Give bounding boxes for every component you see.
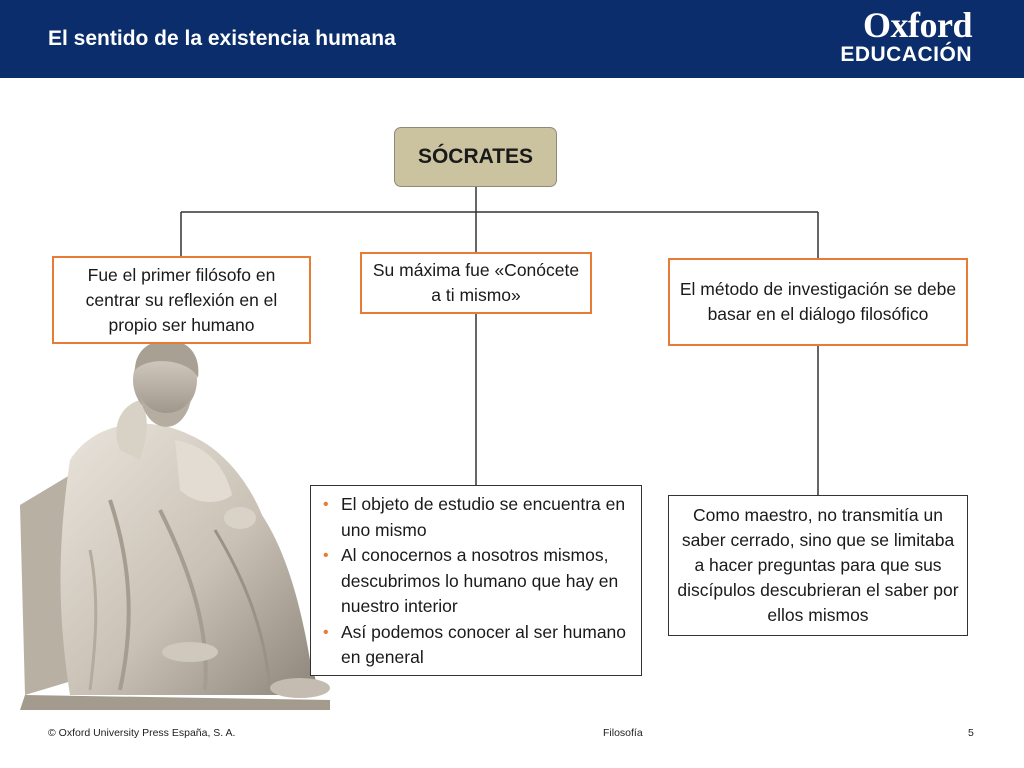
node-teacher-text: Como maestro, no transmitía un saber cerrado, sino que se limitaba a hacer preguntas para que sus discípulos descubrieran el saber por ellos mismos — [677, 505, 959, 625]
node-method — [668, 258, 968, 346]
slide-title: El sentido de la existencia humana — [48, 27, 396, 50]
bullet-list — [323, 492, 631, 671]
brand-subtitle: EDUCACIÓN — [840, 43, 972, 66]
footer-page-number: 5 — [968, 727, 974, 739]
node-maxim — [360, 252, 592, 314]
list-item: • Así podemos conocer al ser humano en general — [323, 621, 627, 667]
footer-subject: Filosofía — [603, 727, 643, 739]
list-item: • Al conocernos a nosotros mismos, descubrimos lo humano que hay en nuestro interior — [323, 545, 619, 616]
bullet-icon: • — [323, 623, 329, 641]
node-teacher — [668, 495, 968, 636]
list-item: • El objeto de estudio se encuentra en uno mismo — [323, 494, 626, 540]
footer-copyright: © Oxford University Press España, S. A. — [48, 727, 236, 739]
root-node-socrates: SÓCRATES — [394, 127, 557, 187]
bullet-icon: • — [323, 547, 329, 564]
bullet-icon: • — [323, 496, 329, 513]
node-self-knowledge-list — [310, 485, 642, 676]
node-maxim-text: Su máxima fue «Conócete a ti mismo» — [372, 260, 580, 305]
brand-name: Oxford — [863, 5, 972, 45]
node-first-philosopher-text: Fue el primer filósofo en centrar su reflexión en el propio ser humano — [85, 264, 278, 335]
node-method-text: El método de investigación se debe basar en el diálogo filosófico — [679, 279, 957, 324]
node-first-philosopher — [52, 256, 311, 344]
socrates-statue-image — [0, 300, 345, 710]
